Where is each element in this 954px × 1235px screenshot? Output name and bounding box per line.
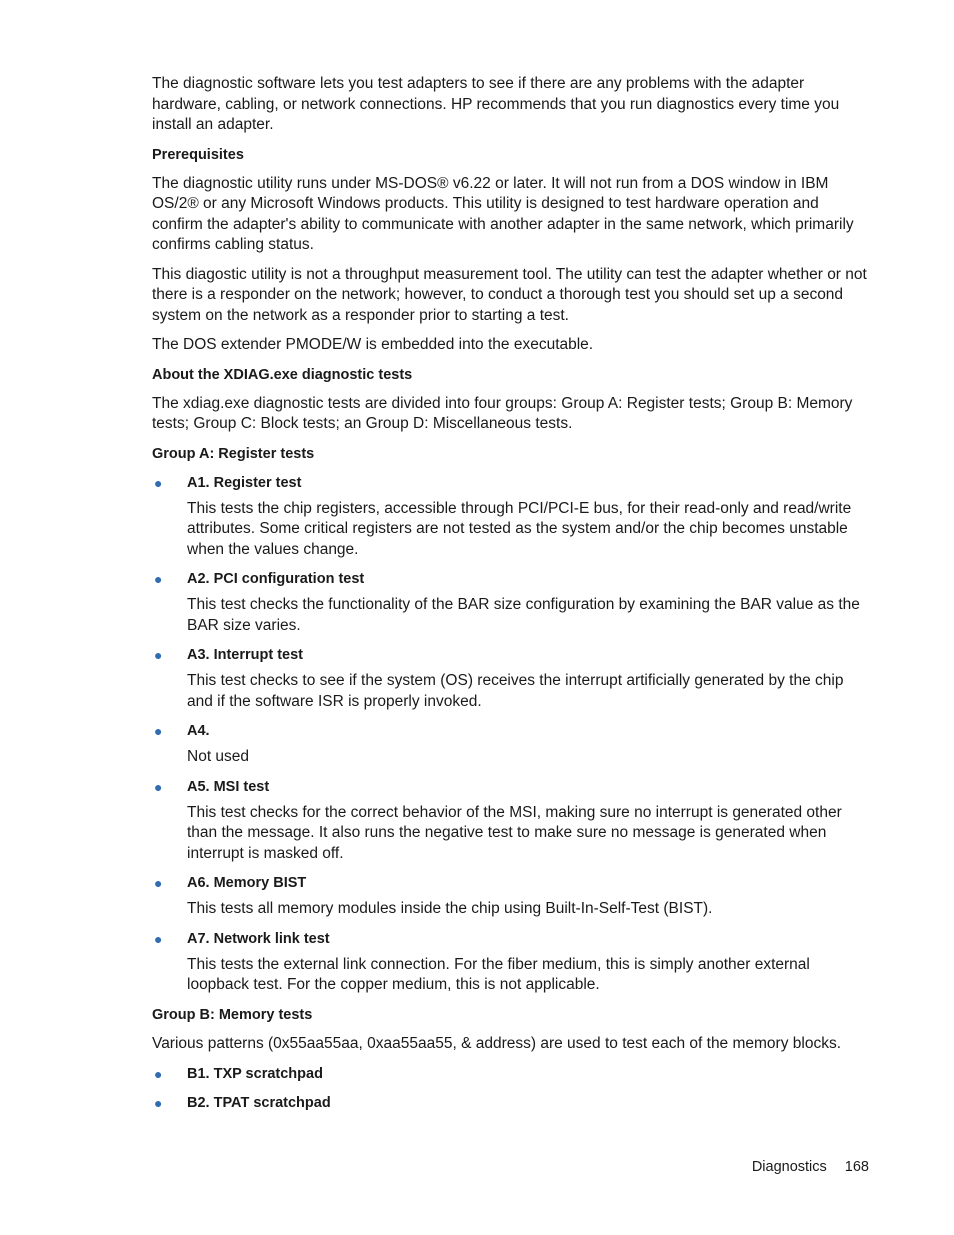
- bullet-icon: ●: [154, 778, 163, 795]
- list-item: [152, 473, 872, 561]
- group-a-heading: Group A: Register tests: [152, 445, 315, 462]
- footer-section-name: Diagnostics: [751, 1159, 827, 1175]
- list-item: [152, 1064, 872, 1084]
- item-description: This tests the chip registers, accessible through PCI/PCI-E bus, for their read-only and read/write attributes. Some critical registers are not tested as the system and/or the chip becomes unstable when the values change.: [187, 499, 852, 558]
- prerequisites-heading: Prerequisites: [152, 146, 244, 163]
- bullet-icon: ●: [154, 647, 163, 663]
- list-item: [152, 645, 872, 712]
- prereq-paragraph-2: This diagostic utility is not a throughput measurement tool. The utility can test the adapter whether or not there is a responder on the network; however, to conduct a thorough test you should set up a second system on the network as a responder prior to starting a test.: [152, 265, 867, 324]
- group-b-paragraph: Various patterns (0x55aa55aa, 0xaa55aa55, & address) are used to test each of the memory blocks.: [152, 1034, 842, 1052]
- document-body: [152, 74, 872, 1122]
- list-item: [152, 1093, 872, 1113]
- item-description: This tests the external link connection. For the fiber medium, this is simply another external loopback test. For the copper medium, this is not applicable.: [187, 955, 810, 993]
- bullet-icon: ●: [154, 1066, 163, 1082]
- about-paragraph: The xdiag.exe diagnostic tests are divided into four groups: Group A: Register tests; Group B: Memory tests; Group C: Block tests; an Group D: Miscellaneous tests.: [152, 394, 853, 432]
- list-item: [152, 777, 872, 865]
- about-heading: About the XDIAG.exe diagnostic tests: [152, 366, 413, 383]
- list-item: [152, 569, 872, 636]
- bullet-icon: ●: [154, 930, 163, 947]
- bullet-icon: ●: [154, 1095, 163, 1111]
- item-title: A5. MSI test: [187, 778, 270, 795]
- item-description: This test checks for the correct behavior of the MSI, making sure no interrupt is generated other than the message. It also runs the negative test to make sure no message is generated when interrupt is masked off.: [187, 803, 842, 862]
- item-description: This test checks the functionality of the BAR size configuration by examining the BAR value as the BAR size varies.: [187, 596, 860, 634]
- page-footer: [752, 1157, 869, 1177]
- item-title: A4.: [187, 723, 210, 739]
- list-item: [152, 873, 872, 920]
- item-description: This tests all memory modules inside the chip using Built-In-Self-Test (BIST).: [187, 900, 713, 917]
- prereq-paragraph-3: The DOS extender PMODE/W is embedded into the executable.: [152, 336, 594, 353]
- intro-paragraph: The diagnostic software lets you test adapters to see if there are any problems with the adapter hardware, cabling, or network connections. HP recommends that you run diagnostics every time you install an adapter.: [152, 75, 840, 133]
- bullet-icon: ●: [154, 474, 163, 491]
- item-title: B1. TXP scratchpad: [187, 1066, 323, 1082]
- item-title: B2. TPAT scratchpad: [187, 1095, 331, 1111]
- item-title: A2. PCI configuration test: [187, 571, 365, 587]
- list-item: [152, 721, 872, 768]
- bullet-icon: ●: [154, 571, 163, 587]
- list-item: [152, 929, 872, 996]
- item-title: A7. Network link test: [187, 930, 330, 947]
- bullet-icon: ●: [154, 723, 163, 739]
- prereq-paragraph-1: The diagnostic utility runs under MS-DOS® v6.22 or later. It will not run from a DOS window in IBM OS/2® or any Microsoft Windows products. This utility is designed to test hardware operation and confirm the adapter's ability to communicate with another adapter in the same network, which primarily confirms cabling status.: [152, 174, 854, 253]
- item-description: Not used: [187, 748, 250, 765]
- item-title: A3. Interrupt test: [187, 647, 304, 663]
- item-title: A6. Memory BIST: [187, 875, 307, 891]
- page-number: 168: [844, 1159, 869, 1175]
- item-description: This test checks to see if the system (OS) receives the interrupt artificially generated by the chip and if the software ISR is properly invoked.: [187, 672, 844, 710]
- item-title: A1. Register test: [187, 474, 302, 491]
- group-b-heading: Group B: Memory tests: [152, 1006, 313, 1023]
- bullet-icon: ●: [154, 875, 163, 891]
